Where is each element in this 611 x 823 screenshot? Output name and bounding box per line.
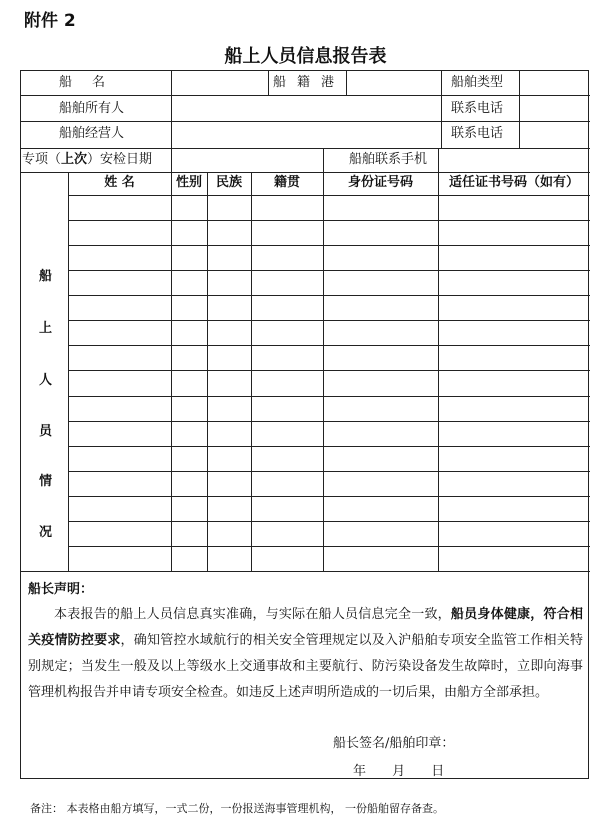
operator-label: 船舶经营人 xyxy=(59,126,125,141)
attachment-label: 附件 2 xyxy=(24,11,76,31)
footnote: 备注： 本表格由船方填写，一式二份，一份报送海事管理机构， 一份船舶留存备查。 xyxy=(30,802,444,815)
table-row-divider xyxy=(68,370,590,371)
table-row-divider xyxy=(68,320,590,321)
form-title: 船上人员信息报告表 xyxy=(224,46,387,67)
table-row-divider xyxy=(68,446,590,447)
side-label-char: 情 xyxy=(39,474,53,489)
owner-phone-label: 联系电话 xyxy=(451,101,504,116)
table-row-divider xyxy=(68,496,590,497)
table-row-divider xyxy=(68,396,590,397)
inspection-date-label: 专项（上次）安检日期 xyxy=(22,152,153,167)
table-row-divider xyxy=(68,270,590,271)
side-label-char: 况 xyxy=(39,525,53,540)
col-gender: 性别 xyxy=(175,175,202,190)
captain-signature-label: 船长签名/船舶印章： xyxy=(333,736,455,751)
date-label: 年 月 日 xyxy=(353,764,445,779)
table-row-divider xyxy=(68,295,590,296)
table-row-divider xyxy=(68,521,590,522)
col-certificate-number: 适任证书号码（如有） xyxy=(448,175,579,190)
statement-heading: 船长声明： xyxy=(28,582,94,597)
col-name: 姓 名 xyxy=(104,175,135,190)
ship-mobile-label: 船舶联系手机 xyxy=(349,152,428,167)
table-row-divider xyxy=(68,245,590,246)
side-label-char: 上 xyxy=(39,321,53,336)
side-label-char: 船 xyxy=(39,269,53,284)
port-of-registry-label: 船籍港 xyxy=(273,75,335,90)
table-row-divider xyxy=(68,546,590,547)
table-row-divider xyxy=(68,421,590,422)
ship-name-label: 船名 xyxy=(59,75,106,90)
owner-label: 船舶所有人 xyxy=(59,101,125,116)
table-row-divider xyxy=(68,220,590,221)
side-label-char: 员 xyxy=(39,424,53,439)
table-row-divider xyxy=(68,345,590,346)
side-label-char: 人 xyxy=(39,373,53,388)
col-ethnicity: 民族 xyxy=(215,175,242,190)
operator-phone-label: 联系电话 xyxy=(451,126,504,141)
statement-body: 本表报告的船上人员信息真实准确，与实际在船人员信息完全一致，船员身体健康，符合相关疫情防控要求，确知管控水域航行的相关安全管理规定以及入沪船舶专项安全监管工作相关特别规定；当发生一般及以上等级水上交通事故和主要航行、防污染设备发生故障时，立即向海事管理机构报告并申请专项安全检查。如违反上述声明所造成的一切后果，由船方全部承担。 xyxy=(28,607,583,700)
ship-type-label: 船舶类型 xyxy=(451,75,504,90)
col-id-number: 身份证号码 xyxy=(347,175,413,190)
col-native-place: 籍贯 xyxy=(273,175,300,190)
table-row-divider xyxy=(68,471,590,472)
report-form xyxy=(20,70,589,779)
